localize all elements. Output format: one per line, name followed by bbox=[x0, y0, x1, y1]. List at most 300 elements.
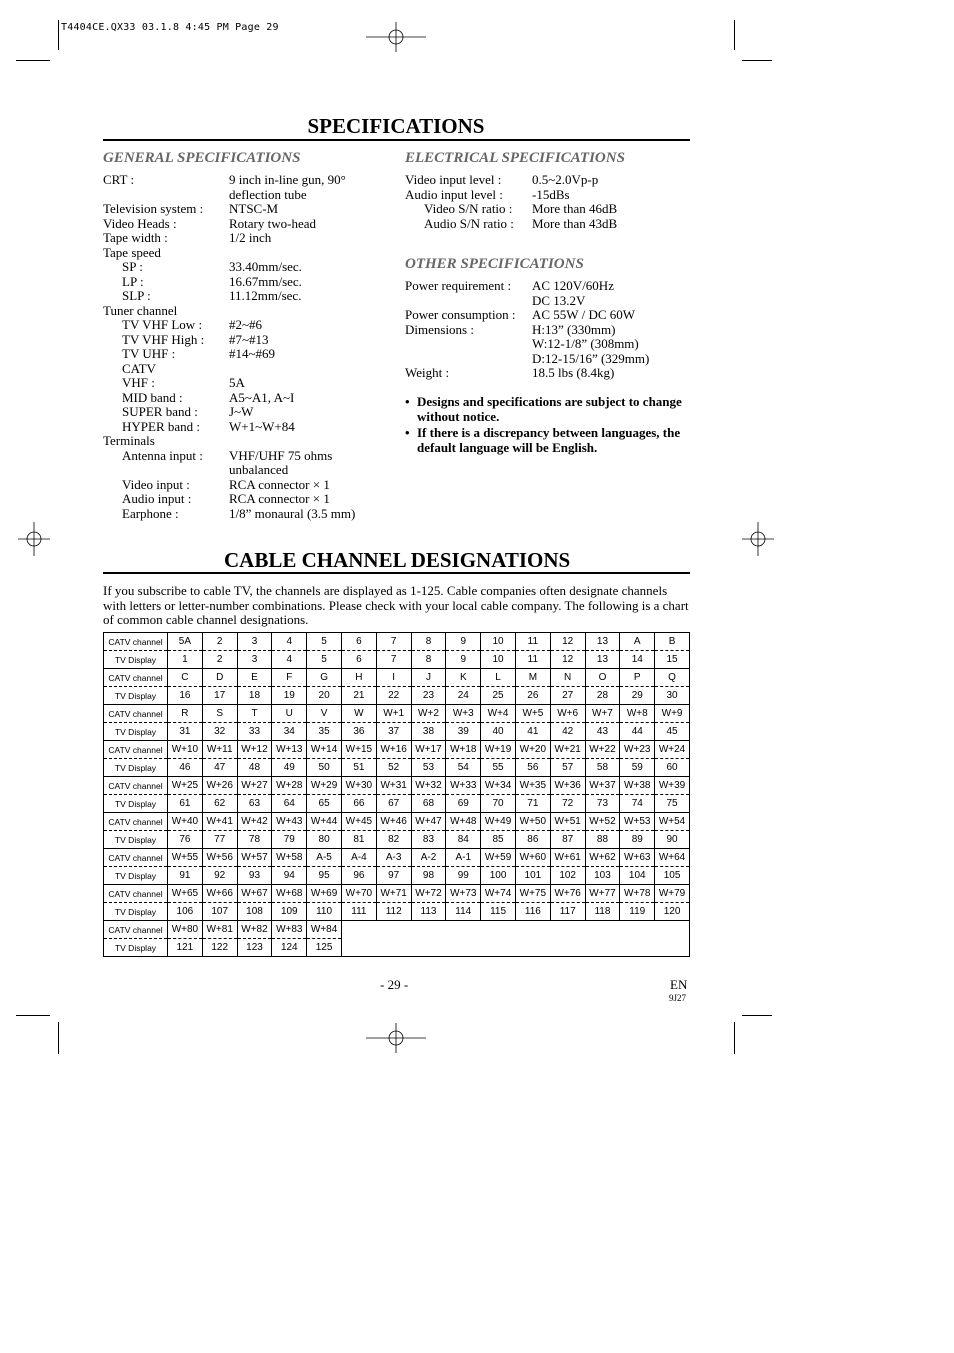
catv-channel-cell: 13 bbox=[585, 633, 620, 651]
tv-display-cell: 71 bbox=[515, 795, 550, 813]
tv-display-cell: 47 bbox=[202, 759, 237, 777]
catv-channel-cell: W+15 bbox=[341, 741, 376, 759]
tv-display-row bbox=[104, 831, 690, 849]
catv-channel-cell: M bbox=[515, 669, 550, 687]
spec-value: 1/8” monaural (3.5 mm) bbox=[229, 505, 356, 521]
catv-channel-row bbox=[104, 705, 690, 723]
tv-display-cell: 45 bbox=[655, 723, 690, 741]
catv-channel-cell: W+38 bbox=[620, 777, 655, 795]
catv-channel-cell: W+6 bbox=[550, 705, 585, 723]
spec-row bbox=[405, 337, 690, 352]
tv-display-cell: 102 bbox=[550, 867, 585, 885]
tv-display-cell: 63 bbox=[237, 795, 272, 813]
catv-channel-cell: W+60 bbox=[515, 849, 550, 867]
spec-label: TV VHF Low : bbox=[122, 317, 203, 332]
catv-channel-cell: W+16 bbox=[376, 741, 411, 759]
spec-row bbox=[103, 217, 393, 232]
note-item: • If there is a discrepancy between languages, the default language will be English. bbox=[405, 425, 681, 455]
spec-value: D:12-15/16” (329mm) bbox=[532, 350, 650, 366]
catv-channel-cell: W+10 bbox=[168, 741, 203, 759]
registration-mark-icon bbox=[18, 522, 50, 556]
catv-channel-cell: W+23 bbox=[620, 741, 655, 759]
catv-channel-cell: W+5 bbox=[515, 705, 550, 723]
spec-label: SUPER band : bbox=[122, 404, 198, 419]
tv-display-cell: 105 bbox=[655, 867, 690, 885]
catv-channel-cell: F bbox=[272, 669, 307, 687]
tv-display-cell: 81 bbox=[341, 831, 376, 849]
catv-channel-cell: W+35 bbox=[515, 777, 550, 795]
catv-channel-cell: W+3 bbox=[446, 705, 481, 723]
registration-mark-icon bbox=[366, 1023, 426, 1053]
catv-channel-cell: W+33 bbox=[446, 777, 481, 795]
tv-display-cell: 110 bbox=[307, 903, 342, 921]
spec-label: MID band : bbox=[122, 389, 183, 405]
catv-channel-cell: W+11 bbox=[202, 741, 237, 759]
tv-display-cell: 11 bbox=[515, 651, 550, 669]
catv-channel-cell: H bbox=[341, 669, 376, 687]
tv-display-label: TV Display bbox=[104, 723, 168, 741]
catv-channel-cell: W+68 bbox=[272, 885, 307, 903]
spec-label: TV VHF High : bbox=[122, 331, 205, 347]
catv-channel-cell: W+46 bbox=[376, 813, 411, 831]
catv-channel-cell: K bbox=[446, 669, 481, 687]
tv-display-cell: 84 bbox=[446, 831, 481, 849]
notes-list bbox=[405, 394, 690, 456]
tv-display-cell: 14 bbox=[620, 651, 655, 669]
tv-display-cell: 20 bbox=[307, 687, 342, 705]
spec-row bbox=[103, 347, 393, 362]
tv-display-cell: 118 bbox=[585, 903, 620, 921]
catv-channel-cell: 8 bbox=[411, 633, 446, 651]
catv-channel-cell: W+41 bbox=[202, 813, 237, 831]
tv-display-cell: 87 bbox=[550, 831, 585, 849]
spec-label: CRT : bbox=[103, 172, 135, 187]
catv-channel-label: CATV channel bbox=[104, 633, 168, 651]
spec-value: Rotary two-head bbox=[229, 215, 317, 231]
tv-display-cell: 77 bbox=[202, 831, 237, 849]
tv-display-label: TV Display bbox=[104, 651, 168, 669]
catv-channel-label: CATV channel bbox=[104, 669, 168, 687]
catv-channel-cell: W+81 bbox=[202, 921, 237, 939]
catv-channel-cell: W+2 bbox=[411, 705, 446, 723]
spec-label: LP : bbox=[122, 273, 144, 289]
tv-display-cell: 125 bbox=[307, 939, 342, 957]
spec-row bbox=[405, 188, 690, 203]
title-rule bbox=[103, 139, 690, 141]
spec-value: #2~#6 bbox=[229, 317, 263, 332]
page-number: - 29 - bbox=[380, 977, 409, 992]
spec-label: Earphone : bbox=[122, 505, 179, 521]
spec-row bbox=[103, 362, 393, 377]
other-specifications-list bbox=[405, 279, 690, 381]
tv-display-cell: 28 bbox=[585, 687, 620, 705]
catv-channel-cell: W+79 bbox=[655, 885, 690, 903]
tv-display-row bbox=[104, 723, 690, 741]
spec-value: 5A bbox=[229, 375, 245, 390]
catv-channel-cell: W+31 bbox=[376, 777, 411, 795]
spec-value: W+1~W+84 bbox=[229, 418, 295, 434]
spec-value: deflection tube bbox=[229, 186, 307, 202]
electrical-specifications-heading: ELECTRICAL SPECIFICATIONS bbox=[405, 150, 625, 166]
tv-display-cell: 31 bbox=[168, 723, 203, 741]
catv-channel-cell: 9 bbox=[446, 633, 481, 651]
catv-channel-cell: W+29 bbox=[307, 777, 342, 795]
tv-display-cell: 97 bbox=[376, 867, 411, 885]
catv-channel-row bbox=[104, 777, 690, 795]
spec-row bbox=[103, 391, 393, 406]
registration-mark-icon bbox=[742, 522, 774, 556]
tv-display-row bbox=[104, 759, 690, 777]
catv-channel-cell: W+13 bbox=[272, 741, 307, 759]
tv-display-cell: 94 bbox=[272, 867, 307, 885]
tv-display-cell: 49 bbox=[272, 759, 307, 777]
tv-display-cell: 15 bbox=[655, 651, 690, 669]
tv-display-cell: 99 bbox=[446, 867, 481, 885]
tv-display-cell: 10 bbox=[481, 651, 516, 669]
tv-display-cell: 21 bbox=[341, 687, 376, 705]
tv-display-cell: 101 bbox=[515, 867, 550, 885]
tv-display-cell: 62 bbox=[202, 795, 237, 813]
tv-display-cell: 93 bbox=[237, 867, 272, 885]
catv-channel-cell: A-3 bbox=[376, 849, 411, 867]
catv-channel-cell: W+50 bbox=[515, 813, 550, 831]
spec-value: W:12-1/8” (308mm) bbox=[532, 336, 639, 351]
spec-value: #14~#69 bbox=[229, 346, 276, 361]
tv-display-cell: 86 bbox=[515, 831, 550, 849]
catv-channel-cell: 10 bbox=[481, 633, 516, 651]
catv-channel-cell: P bbox=[620, 669, 655, 687]
spec-label: Weight : bbox=[405, 365, 450, 380]
catv-channel-cell: B bbox=[655, 633, 690, 651]
electrical-specifications-list bbox=[405, 173, 690, 231]
catv-channel-cell: W+28 bbox=[272, 777, 307, 795]
tv-display-cell: 98 bbox=[411, 867, 446, 885]
spec-label: Video S/N ratio : bbox=[424, 201, 513, 216]
tv-display-cell: 107 bbox=[202, 903, 237, 921]
catv-channel-cell: 7 bbox=[376, 633, 411, 651]
tv-display-cell: 115 bbox=[481, 903, 516, 921]
catv-channel-cell: 2 bbox=[202, 633, 237, 651]
crop-mark bbox=[734, 20, 735, 50]
catv-channel-row bbox=[104, 633, 690, 651]
tv-display-row bbox=[104, 687, 690, 705]
spec-row bbox=[103, 318, 393, 333]
catv-channel-cell: A-2 bbox=[411, 849, 446, 867]
catv-channel-cell: W+70 bbox=[341, 885, 376, 903]
catv-channel-cell: W+24 bbox=[655, 741, 690, 759]
tv-display-cell: 59 bbox=[620, 759, 655, 777]
catv-channel-cell: W+73 bbox=[446, 885, 481, 903]
tv-display-cell: 36 bbox=[341, 723, 376, 741]
catv-channel-cell: W+9 bbox=[655, 705, 690, 723]
tv-display-cell: 119 bbox=[620, 903, 655, 921]
catv-channel-cell: W+66 bbox=[202, 885, 237, 903]
spec-label: Power consumption : bbox=[405, 307, 516, 322]
catv-channel-cell: W+36 bbox=[550, 777, 585, 795]
tv-display-cell: 85 bbox=[481, 831, 516, 849]
catv-channel-cell: S bbox=[202, 705, 237, 723]
tv-display-label: TV Display bbox=[104, 939, 168, 957]
tv-display-row bbox=[104, 939, 690, 957]
catv-channel-cell: W bbox=[341, 705, 376, 723]
tv-display-cell: 22 bbox=[376, 687, 411, 705]
tv-display-cell: 2 bbox=[202, 651, 237, 669]
spec-label: Tape speed bbox=[103, 244, 161, 260]
specifications-title: SPECIFICATIONS bbox=[307, 114, 485, 138]
catv-channel-cell: W+83 bbox=[272, 921, 307, 939]
tv-display-cell: 66 bbox=[341, 795, 376, 813]
spec-label: Television system : bbox=[103, 201, 204, 216]
spec-label bbox=[103, 463, 122, 478]
catv-channel-cell: W+34 bbox=[481, 777, 516, 795]
spec-row bbox=[103, 434, 393, 449]
catv-channel-cell: W+72 bbox=[411, 885, 446, 903]
catv-channel-row bbox=[104, 669, 690, 687]
catv-channel-cell: C bbox=[168, 669, 203, 687]
spec-row bbox=[103, 449, 393, 464]
catv-channel-cell: W+47 bbox=[411, 813, 446, 831]
tv-display-cell: 114 bbox=[446, 903, 481, 921]
general-specifications-list bbox=[103, 173, 393, 521]
tv-display-cell: 72 bbox=[550, 795, 585, 813]
tv-display-cell: 113 bbox=[411, 903, 446, 921]
catv-channel-cell: W+4 bbox=[481, 705, 516, 723]
tv-display-label: TV Display bbox=[104, 867, 168, 885]
tv-display-cell: 61 bbox=[168, 795, 203, 813]
spec-label: Dimensions : bbox=[405, 321, 474, 337]
catv-channel-cell: 3 bbox=[237, 633, 272, 651]
tv-display-cell: 32 bbox=[202, 723, 237, 741]
crop-mark bbox=[58, 20, 59, 50]
tv-display-cell: 5 bbox=[307, 651, 342, 669]
tv-display-cell: 9 bbox=[446, 651, 481, 669]
tv-display-cell: 122 bbox=[202, 939, 237, 957]
tv-display-cell: 3 bbox=[237, 651, 272, 669]
catv-channel-cell: W+45 bbox=[341, 813, 376, 831]
tv-display-cell: 51 bbox=[341, 759, 376, 777]
spec-row bbox=[405, 366, 690, 381]
print-slug: T4404CE.QX33 03.1.8 4:45 PM Page 29 bbox=[61, 22, 279, 33]
catv-channel-cell: W+19 bbox=[481, 741, 516, 759]
tv-display-cell: 44 bbox=[620, 723, 655, 741]
tv-display-cell: 34 bbox=[272, 723, 307, 741]
tv-display-cell: 88 bbox=[585, 831, 620, 849]
tv-display-cell: 103 bbox=[585, 867, 620, 885]
tv-display-cell: 46 bbox=[168, 759, 203, 777]
spec-row bbox=[103, 275, 393, 290]
spec-value: More than 43dB bbox=[532, 215, 618, 231]
tv-display-cell: 43 bbox=[585, 723, 620, 741]
tv-display-cell: 78 bbox=[237, 831, 272, 849]
catv-channel-cell: W+30 bbox=[341, 777, 376, 795]
tv-display-cell: 55 bbox=[481, 759, 516, 777]
spec-value: 18.5 lbs (8.4kg) bbox=[532, 365, 615, 380]
catv-channel-cell: N bbox=[550, 669, 585, 687]
tv-display-cell: 68 bbox=[411, 795, 446, 813]
catv-channel-cell: W+26 bbox=[202, 777, 237, 795]
tv-display-cell: 7 bbox=[376, 651, 411, 669]
catv-channel-cell: W+56 bbox=[202, 849, 237, 867]
tv-display-label: TV Display bbox=[104, 795, 168, 813]
tv-display-cell: 64 bbox=[272, 795, 307, 813]
catv-channel-row bbox=[104, 885, 690, 903]
spec-row bbox=[405, 217, 690, 232]
tv-display-cell: 50 bbox=[307, 759, 342, 777]
catv-channel-cell: W+77 bbox=[585, 885, 620, 903]
tv-display-cell: 35 bbox=[307, 723, 342, 741]
tv-display-cell: 109 bbox=[272, 903, 307, 921]
bullet-icon: • bbox=[405, 425, 410, 440]
tv-display-cell: 30 bbox=[655, 687, 690, 705]
catv-channel-cell: 11 bbox=[515, 633, 550, 651]
cable-channel-table bbox=[103, 632, 690, 957]
spec-row bbox=[103, 246, 393, 261]
catv-channel-cell: W+76 bbox=[550, 885, 585, 903]
catv-channel-cell: W+18 bbox=[446, 741, 481, 759]
tv-display-cell: 53 bbox=[411, 759, 446, 777]
catv-channel-cell: W+1 bbox=[376, 705, 411, 723]
catv-channel-cell: W+17 bbox=[411, 741, 446, 759]
spec-value: J~W bbox=[229, 404, 254, 419]
catv-channel-cell: A-4 bbox=[341, 849, 376, 867]
spec-row bbox=[103, 463, 393, 478]
catv-channel-cell: W+37 bbox=[585, 777, 620, 795]
tv-display-cell: 27 bbox=[550, 687, 585, 705]
catv-channel-cell: W+8 bbox=[620, 705, 655, 723]
catv-channel-cell: L bbox=[481, 669, 516, 687]
tv-display-cell: 65 bbox=[307, 795, 342, 813]
catv-channel-cell: W+48 bbox=[446, 813, 481, 831]
catv-channel-cell: W+69 bbox=[307, 885, 342, 903]
catv-channel-cell: W+22 bbox=[585, 741, 620, 759]
tv-display-cell: 69 bbox=[446, 795, 481, 813]
tv-display-cell: 95 bbox=[307, 867, 342, 885]
catv-channel-row bbox=[104, 813, 690, 831]
tv-display-cell: 16 bbox=[168, 687, 203, 705]
catv-channel-cell: W+71 bbox=[376, 885, 411, 903]
catv-channel-cell: W+27 bbox=[237, 777, 272, 795]
catv-channel-cell: W+57 bbox=[237, 849, 272, 867]
catv-channel-cell: W+75 bbox=[515, 885, 550, 903]
spec-row bbox=[405, 202, 690, 217]
spec-label: Terminals bbox=[103, 433, 155, 448]
tv-display-cell: 82 bbox=[376, 831, 411, 849]
catv-channel-cell: W+49 bbox=[481, 813, 516, 831]
spec-value: DC 13.2V bbox=[532, 292, 586, 308]
spec-value: H:13” (330mm) bbox=[532, 321, 616, 337]
tv-display-cell: 74 bbox=[620, 795, 655, 813]
tv-display-label: TV Display bbox=[104, 687, 168, 705]
tv-display-row bbox=[104, 795, 690, 813]
catv-channel-cell: W+20 bbox=[515, 741, 550, 759]
tv-display-cell: 48 bbox=[237, 759, 272, 777]
tv-display-cell: 60 bbox=[655, 759, 690, 777]
catv-channel-cell: W+14 bbox=[307, 741, 342, 759]
spec-row bbox=[103, 376, 393, 391]
tv-display-cell: 112 bbox=[376, 903, 411, 921]
catv-channel-cell: I bbox=[376, 669, 411, 687]
catv-channel-cell: W+52 bbox=[585, 813, 620, 831]
catv-channel-cell: W+62 bbox=[585, 849, 620, 867]
spec-row bbox=[405, 323, 690, 338]
tv-display-cell: 6 bbox=[341, 651, 376, 669]
catv-channel-cell: W+58 bbox=[272, 849, 307, 867]
catv-channel-cell: O bbox=[585, 669, 620, 687]
tv-display-row bbox=[104, 651, 690, 669]
tv-display-cell: 1 bbox=[168, 651, 203, 669]
tv-display-cell: 120 bbox=[655, 903, 690, 921]
catv-channel-cell: W+63 bbox=[620, 849, 655, 867]
spec-row bbox=[103, 260, 393, 275]
tv-display-cell: 83 bbox=[411, 831, 446, 849]
catv-channel-cell: W+32 bbox=[411, 777, 446, 795]
spec-label: Power requirement : bbox=[405, 278, 512, 293]
tv-display-cell: 33 bbox=[237, 723, 272, 741]
crop-mark bbox=[742, 60, 772, 61]
tv-display-label: TV Display bbox=[104, 759, 168, 777]
catv-channel-cell: W+44 bbox=[307, 813, 342, 831]
crop-mark bbox=[742, 1015, 772, 1016]
catv-channel-row bbox=[104, 849, 690, 867]
tv-display-cell: 106 bbox=[168, 903, 203, 921]
catv-channel-cell: 12 bbox=[550, 633, 585, 651]
tv-display-cell: 75 bbox=[655, 795, 690, 813]
tv-display-cell: 54 bbox=[446, 759, 481, 777]
tv-display-cell: 25 bbox=[481, 687, 516, 705]
empty-cell bbox=[341, 921, 689, 939]
spec-label: Video input : bbox=[122, 476, 190, 492]
spec-row bbox=[103, 405, 393, 420]
spec-label: SLP : bbox=[122, 288, 151, 303]
catv-channel-row bbox=[104, 741, 690, 759]
language-code: EN bbox=[670, 977, 688, 992]
tv-display-cell: 13 bbox=[585, 651, 620, 669]
tv-display-cell: 91 bbox=[168, 867, 203, 885]
crop-mark bbox=[58, 1022, 59, 1054]
spec-value: 11.12mm/sec. bbox=[229, 288, 302, 303]
catv-channel-cell: E bbox=[237, 669, 272, 687]
tv-display-cell: 42 bbox=[550, 723, 585, 741]
catv-channel-cell: W+40 bbox=[168, 813, 203, 831]
spec-row bbox=[405, 352, 690, 367]
catv-channel-cell: A-5 bbox=[307, 849, 342, 867]
tv-display-cell: 80 bbox=[307, 831, 342, 849]
bullet-icon: • bbox=[405, 394, 410, 409]
catv-channel-label: CATV channel bbox=[104, 741, 168, 759]
tv-display-cell: 19 bbox=[272, 687, 307, 705]
tv-display-cell: 26 bbox=[515, 687, 550, 705]
spec-value: 9 inch in-line gun, 90° bbox=[229, 172, 346, 187]
catv-channel-label: CATV channel bbox=[104, 885, 168, 903]
catv-channel-cell: A bbox=[620, 633, 655, 651]
tv-display-cell: 41 bbox=[515, 723, 550, 741]
catv-channel-cell: W+74 bbox=[481, 885, 516, 903]
catv-channel-cell: W+82 bbox=[237, 921, 272, 939]
tv-display-cell: 121 bbox=[168, 939, 203, 957]
catv-channel-cell: J bbox=[411, 669, 446, 687]
tv-display-row bbox=[104, 903, 690, 921]
tv-display-cell: 96 bbox=[341, 867, 376, 885]
spec-row bbox=[103, 289, 393, 304]
catv-channel-cell: W+25 bbox=[168, 777, 203, 795]
tv-display-cell: 17 bbox=[202, 687, 237, 705]
catv-channel-cell: W+65 bbox=[168, 885, 203, 903]
spec-value: NTSC-M bbox=[229, 201, 279, 216]
catv-channel-cell: V bbox=[307, 705, 342, 723]
spec-label: Antenna input : bbox=[122, 447, 203, 463]
spec-value: AC 120V/60Hz bbox=[532, 278, 614, 293]
tv-display-cell: 100 bbox=[481, 867, 516, 885]
